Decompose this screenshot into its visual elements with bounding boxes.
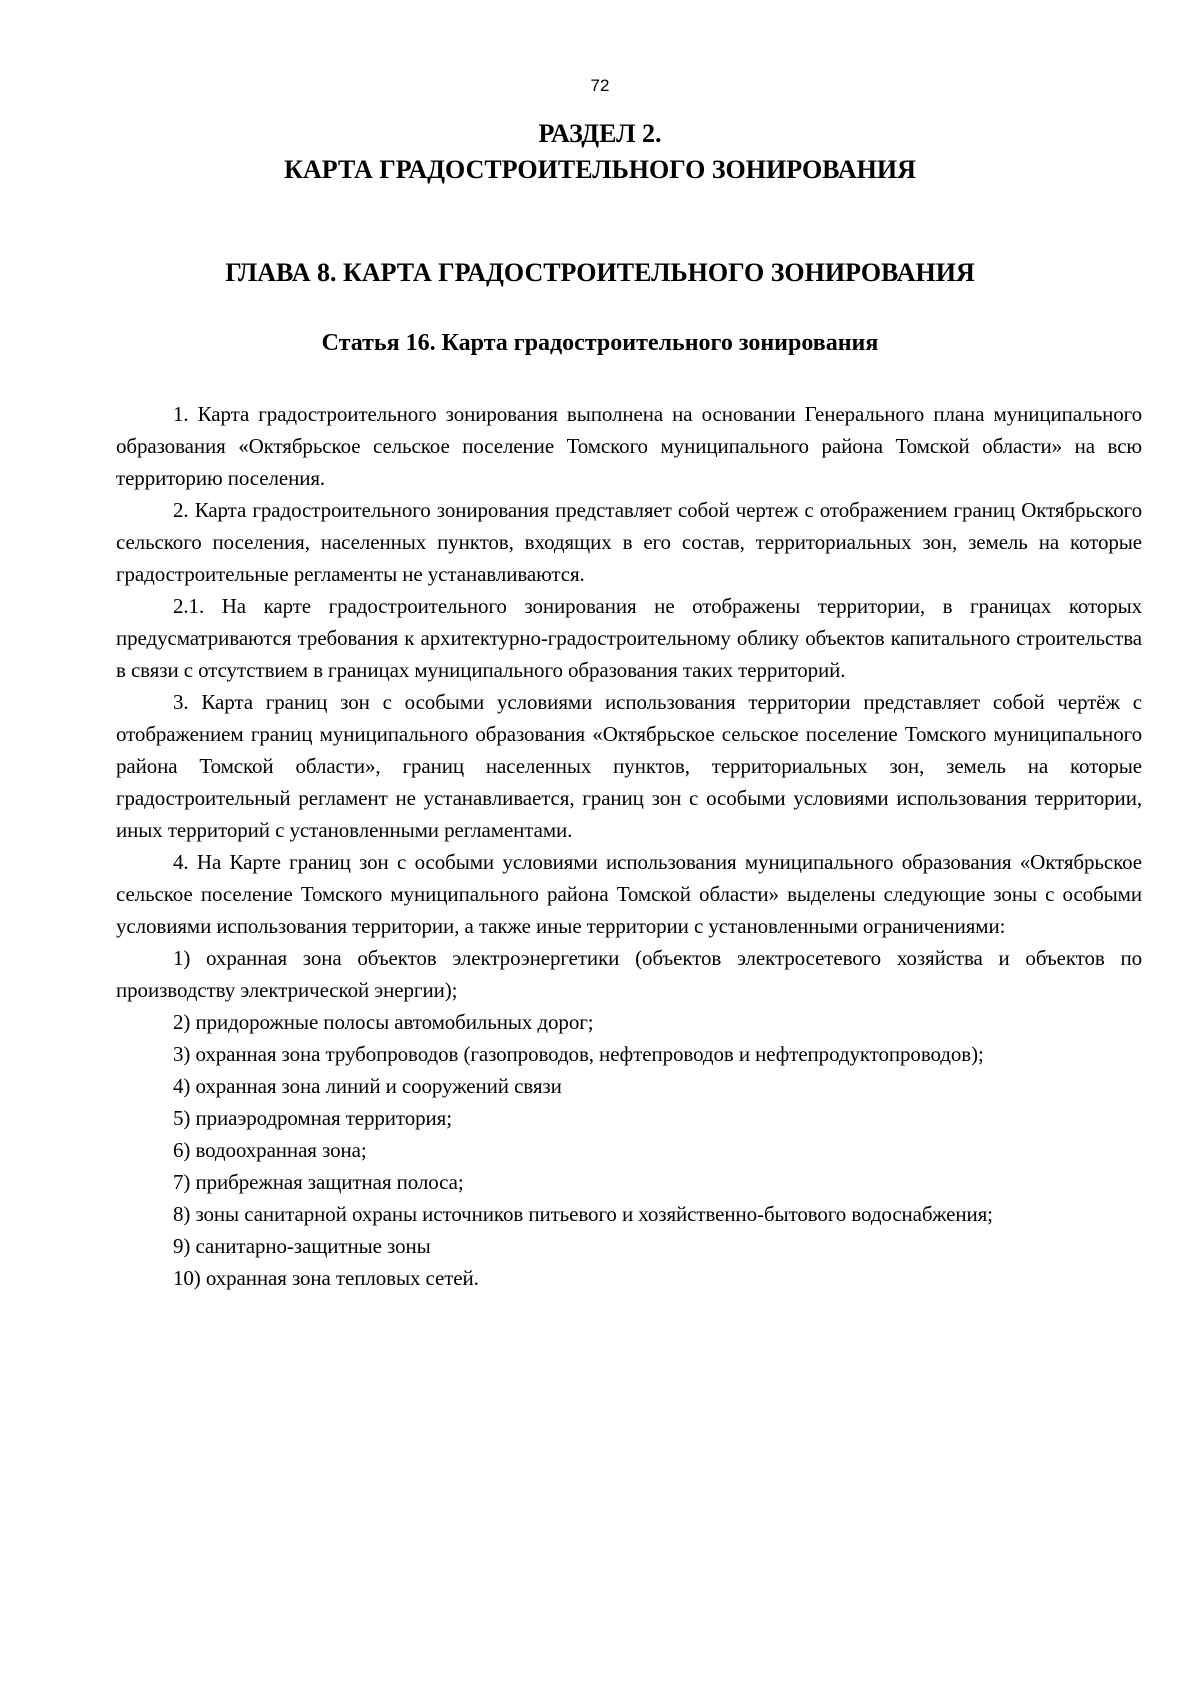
article-title: Статья 16. Карта градостроительного зонирования bbox=[321, 330, 879, 356]
list-item: 8) зоны санитарной охраны источников питьевого и хозяйственно-бытового водоснабжения; bbox=[173, 1202, 993, 1226]
section-subtitle: КАРТА ГРАДОСТРОИТЕЛЬНОГО ЗОНИРОВАНИЯ bbox=[284, 155, 916, 184]
list-item: 9) санитарно-защитные зоны bbox=[173, 1234, 431, 1258]
paragraph-2-1: 2.1. На карте градостроительного зонирования не отображены территории, в границах которых предусматриваются требования к архитектурно-градостроительному облику объектов капитального строительства в связи с отсутствием в границах муниципального образования таких территорий. bbox=[116, 594, 1142, 682]
paragraph-1: 1. Карта градостроительного зонирования выполнена на основании Генерального плана муниципального образования «Октябрьское сельское поселение Томского муниципального района Томской области» на всю территорию поселения. bbox=[116, 402, 1142, 490]
list-item: 2) придорожные полосы автомобильных дорог; bbox=[173, 1010, 594, 1034]
list-item: 5) приаэродромная территория; bbox=[173, 1106, 452, 1130]
list-item: 4) охранная зона линий и сооружений связи bbox=[173, 1074, 562, 1098]
list-item: 10) охранная зона тепловых сетей. bbox=[173, 1266, 479, 1290]
list-item: 6) водоохранная зона; bbox=[173, 1138, 367, 1162]
page-number: 72 bbox=[590, 76, 610, 95]
paragraph-3: 3. Карта границ зон с особыми условиями использования территории представляет собой чертёж с отображением границ муниципального образования «Октябрьское сельское поселение Томского муниципального района Томской области», границ населенных пунктов, территориальных зон, земель на которые градостроительный регламент не устанавливается, границ зон с особыми условиями использования территории, иных территорий с установленными регламентами. bbox=[116, 690, 1142, 842]
list-item: 7) прибрежная защитная полоса; bbox=[173, 1170, 464, 1194]
section-title: РАЗДЕЛ 2. bbox=[538, 119, 662, 148]
paragraph-4: 4. На Карте границ зон с особыми условиями использования муниципального образования «Октябрьское сельское поселение Томского муниципального района Томской области» выделены следующие зоны с особыми условиями использования территории, а также иные территории с установленными ограничениями: bbox=[116, 850, 1142, 938]
list-item: 3) охранная зона трубопроводов (газопроводов, нефтепроводов и нефтепродуктопроводов); bbox=[173, 1042, 984, 1066]
paragraph-2: 2. Карта градостроительного зонирования представляет собой чертеж с отображением границ Октябрьского сельского поселения, населенных пунктов, входящих в его состав, территориальных зон, земель на которые градостроительные регламенты не устанавливаются. bbox=[116, 498, 1142, 586]
list-item: 1) охранная зона объектов электроэнергетики (объектов электросетевого хозяйства и объектов по производству электрической энергии); bbox=[116, 946, 1142, 1002]
article-body bbox=[116, 398, 1142, 1294]
chapter-title: ГЛАВА 8. КАРТА ГРАДОСТРОИТЕЛЬНОГО ЗОНИРОВАНИЯ bbox=[225, 258, 975, 287]
zones-list bbox=[116, 942, 1142, 1294]
